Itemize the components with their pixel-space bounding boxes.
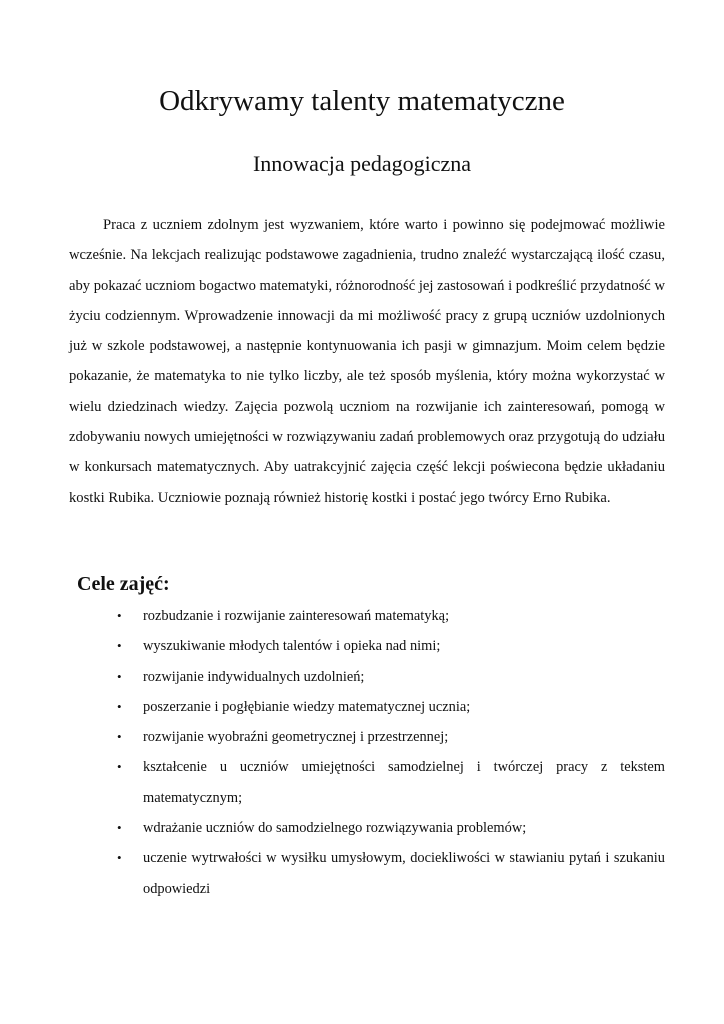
list-item	[115, 843, 665, 904]
bullet-icon: •	[117, 850, 122, 866]
goal-text: rozbudzanie i rozwijanie zainteresowań matematyką;	[143, 608, 450, 624]
bullet-icon: •	[117, 698, 122, 714]
bullet-icon: •	[117, 820, 122, 836]
intro-paragraph: Praca z uczniem zdolnym jest wyzwaniem, które warto i powinno się podejmować możliwie wcześnie. Na lekcjach realizując podstawowe zagadnienia, trudno znaleźć wystarczającą ilość czasu, aby pokazać uczniom bogactwo matematyki, różnorodność jej zastosowań i podkreślić przydatność w życiu codziennym. Wprowadzenie innowacji da mi możliwość pracy z grupą uczniów uzdolnionych już w szkole podstawowej, a następnie kontynuowania ich pasji w gimnazjum. Moim celem będzie pokazanie, że matematyka to nie tylko liczby, ale też sposób myślenia, który można wykorzystać w wielu dziedzinach wiedzy. Zajęcia pozwolą uczniom na rozwijanie ich zainteresowań, pomogą w zdobywaniu nowych umiejętności w rozwiązywaniu zadań problemowych oraz przygotują do udziału w konkursach matematycznych. Aby uatrakcyjnić zajęcia część lekcji poświecona będzie układaniu kostki Rubika. Uczniowie poznają również historię kostki i postać jego twórcy Erno Rubika.	[69, 217, 665, 506]
list-item	[115, 752, 665, 813]
list-item	[115, 601, 665, 631]
goal-text: wdrażanie uczniów do samodzielnego rozwiązywania problemów;	[143, 820, 527, 837]
bullet-icon: •	[117, 638, 122, 654]
bullet-icon: •	[117, 608, 122, 623]
bullet-icon: •	[117, 729, 122, 745]
document-title: Odkrywamy talenty matematyczne	[159, 85, 565, 117]
goal-text: rozwijanie wyobraźni geometrycznej i przestrzennej;	[143, 729, 449, 746]
bullet-icon: •	[117, 759, 122, 775]
document-subtitle: Innowacja pedagogiczna	[252, 151, 472, 176]
list-item	[115, 631, 665, 661]
goal-text: poszerzanie i pogłębianie wiedzy matematycznej ucznia;	[143, 698, 471, 715]
goal-text: kształcenie u uczniów umiejętności samodzielnej i twórczej pracy z tekstem matematycznym;	[143, 759, 665, 806]
list-item	[115, 813, 665, 843]
bullet-icon: •	[117, 668, 122, 684]
goals-list	[115, 601, 665, 904]
goal-text: uczenie wytrwałości w wysiłku umysłowym, dociekliwości w stawianiu pytań i szukaniu odpowiedzi	[143, 850, 665, 897]
goal-text: wyszukiwanie młodych talentów i opieka nad nimi;	[143, 638, 441, 655]
list-item	[115, 722, 665, 752]
list-item	[115, 662, 665, 692]
goal-text: rozwijanie indywidualnych uzdolnień;	[143, 668, 365, 685]
list-item	[115, 692, 665, 722]
goals-heading: Cele zajęć:	[77, 573, 170, 595]
